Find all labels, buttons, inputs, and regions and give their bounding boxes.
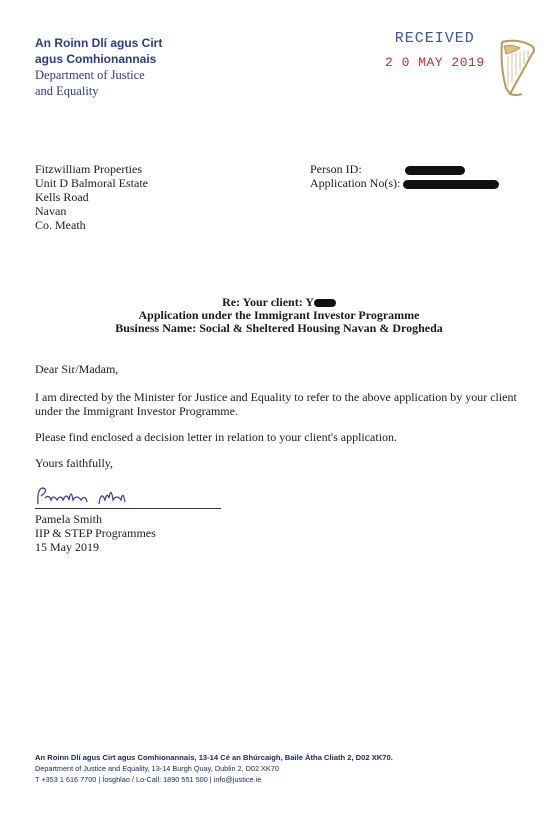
recipient-address xyxy=(35,162,148,232)
closing: Yours faithfully, xyxy=(35,456,114,470)
footer-english-address: Department of Justice and Equality, 13-14 Burgh Quay, Dublin 2, D02 XK70 xyxy=(35,764,279,773)
dept-irish-line-1: An Roinn Dlí agus Cirt xyxy=(35,36,163,50)
redaction-bar xyxy=(405,166,465,175)
address-line: Kells Road xyxy=(35,190,89,204)
footer-contact: T +353 1 616 7700 | Íosghlao / Lo-Call: 1890 551 500 | info@justice.ie xyxy=(35,775,262,784)
subject-business-line: Business Name: Social & Sheltered Housing Navan & Drogheda xyxy=(115,321,443,335)
received-stamp xyxy=(385,30,485,70)
harp-emblem-icon xyxy=(492,36,540,100)
application-label: Application No(s): xyxy=(310,176,401,190)
footer xyxy=(35,752,393,785)
dept-irish-line-2: agus Comhionannais xyxy=(35,52,157,66)
paragraph-1: I am directed by the Minister for Justice and Equality to refer to the above application by your client under the Immigrant Investor Programme. xyxy=(35,390,517,418)
department-header xyxy=(35,35,162,99)
address-line: Co. Meath xyxy=(35,218,86,232)
signatory-title: IIP & STEP Programmes xyxy=(35,526,156,540)
signatory-block xyxy=(35,512,525,554)
stamp-date: 2 0 MAY 2019 xyxy=(385,55,485,70)
subject-block xyxy=(0,296,558,335)
salutation: Dear Sir/Madam, xyxy=(35,362,119,376)
address-line: Navan xyxy=(35,204,67,218)
address-line: Fitzwilliam Properties xyxy=(35,162,142,176)
person-id-label: Person ID: xyxy=(310,162,362,176)
paragraph-2: Please find enclosed a decision letter in relation to your client's application. xyxy=(35,430,398,444)
dept-english-line-2: and Equality xyxy=(35,84,99,98)
dept-english-line-1: Department of Justice xyxy=(35,68,145,82)
subject-client-line: Re: Your client: Y xyxy=(222,295,314,309)
address-line: Unit D Balmoral Estate xyxy=(35,176,148,190)
stamp-label: RECEIVED xyxy=(394,30,475,47)
signatory-name: Pamela Smith xyxy=(35,512,102,526)
subject-programme-line: Application under the Immigrant Investor Programme xyxy=(138,308,420,322)
signature-line xyxy=(35,508,221,509)
footer-irish-address: An Roinn Dlí agus Cirt agus Comhionannais, 13-14 Cé an Bhúrcaigh, Baile Átha Cliath 2, D02 XK70. xyxy=(35,753,393,762)
letter-date: 15 May 2019 xyxy=(35,540,99,554)
redaction-bar xyxy=(314,299,336,307)
reference-block xyxy=(310,162,499,190)
redaction-bar xyxy=(403,180,499,189)
